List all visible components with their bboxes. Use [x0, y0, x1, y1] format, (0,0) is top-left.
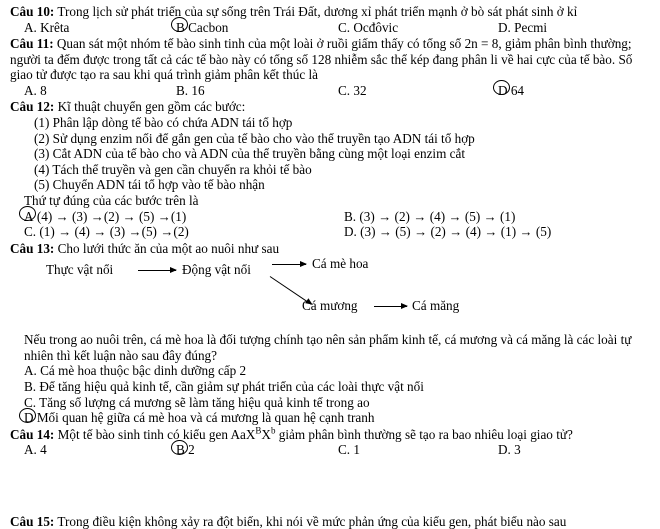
- option-text: 2: [188, 442, 195, 458]
- question-14-stem-pre: Một tế bào sinh tinh có kiểu gen AaX: [57, 426, 256, 442]
- question-11-option-b[interactable]: [170, 83, 330, 99]
- question-12-prompt: Thứ tự đúng của các bước trên là: [24, 192, 199, 208]
- option-letter: A.: [24, 82, 37, 98]
- option-text: (3) → (2) → (4) → (5) → (1): [359, 208, 516, 224]
- option-text: 64: [510, 82, 525, 98]
- food-web-node-ca-me-hoa: Cá mè hoa: [312, 256, 369, 272]
- question-12-step-3: (3) Cắt ADN của tế bào cho và ADN của thể truyền bằng cùng một loại enzim cắt: [34, 146, 466, 162]
- option-letter: B: [176, 442, 185, 458]
- option-text: (3) → (5) → (2) → (4) → (1) → (5): [360, 224, 552, 240]
- question-14-sup-b: b: [270, 425, 276, 436]
- option-text: 32: [353, 82, 367, 98]
- question-14-sup-B: B: [255, 425, 262, 436]
- question-13-stem: Cho lưới thức ăn của một ao nuôi như sau: [57, 240, 280, 256]
- option-letter: A.: [24, 442, 37, 458]
- question-11-option-c[interactable]: [330, 83, 490, 99]
- question-13-label: Câu 13:: [10, 240, 55, 256]
- option-text: Krêta: [40, 19, 70, 35]
- arrow-camuong-to-camang: [374, 306, 407, 307]
- question-13-stem-line: [10, 241, 650, 257]
- option-letter: A: [24, 208, 34, 224]
- question-13-option-d[interactable]: [10, 410, 650, 426]
- question-14-stem-line: [10, 427, 650, 443]
- option-letter: C.: [338, 19, 351, 35]
- arrow-thucvat-to-dongvat: [138, 270, 176, 271]
- option-letter: D: [498, 82, 508, 98]
- question-12-step-2: (2) Sử dụng enzim nối để gắn gen của tế bào cho vào thể truyền tạo ADN tái tổ hợp: [34, 130, 475, 146]
- option-text: Để tăng hiệu quả kinh tế, cần giảm sự phát triển của các loài thực vật nổi: [39, 378, 424, 394]
- selected-answer-circle: [176, 442, 185, 458]
- question-10-option-d[interactable]: [490, 20, 650, 36]
- question-11-option-a[interactable]: [10, 83, 170, 99]
- question-11-stem: Quan sát một nhóm tế bào sinh tinh của một loài ở ruồi giấm thấy có tổng số 2n = 8, giảm phân bình thường; người ta đếm được trong tất cả các tế bào này có tổng số 128 nhiễm sắc thể kép đang phân li về hai cực của tế bào. Số giao tử được tạo ra sau khi quá trình giảm phân kết thúc là: [10, 36, 633, 83]
- question-block-12: [10, 99, 650, 239]
- option-text: Mối quan hệ giữa cá mè hoa và cá mương là quan hệ cạnh tranh: [36, 410, 375, 426]
- option-letter: D.: [344, 224, 357, 240]
- option-text: Ocđôvic: [353, 19, 399, 35]
- question-10-label: Câu 10:: [10, 4, 55, 19]
- food-web-node-ca-muong: Cá mương: [302, 298, 358, 314]
- selected-answer-circle: [498, 83, 508, 99]
- question-11-option-d[interactable]: [490, 83, 650, 99]
- food-web-node-ca-mang: Cá măng: [412, 298, 460, 314]
- option-letter: A.: [24, 19, 37, 35]
- question-12-option-b[interactable]: [330, 209, 650, 225]
- option-text: 4: [40, 442, 47, 458]
- option-letter: D.: [498, 442, 511, 458]
- question-11-stem-line: [10, 36, 650, 83]
- option-letter: B.: [24, 378, 37, 394]
- question-15-stem: Trong điều kiện không xảy ra đột biến, khi nói về mức phản ứng của kiểu gen, phát biểu nào sau: [57, 514, 567, 529]
- question-14-stem-mid: X: [261, 426, 271, 442]
- option-letter: C.: [338, 82, 351, 98]
- question-10-option-c[interactable]: [330, 20, 490, 36]
- option-text: Cacbon: [188, 19, 229, 35]
- food-web-node-thuc-vat-noi: Thực vật nổi: [46, 262, 114, 278]
- question-12-option-a[interactable]: [10, 209, 330, 225]
- option-text: 1: [353, 442, 360, 458]
- question-14-options: [10, 442, 650, 458]
- question-12-option-c[interactable]: [10, 224, 330, 240]
- question-12-step-1: (1) Phân lập dòng tế bào có chứa ADN tái tổ hợp: [34, 115, 293, 131]
- option-letter: B.: [344, 208, 357, 224]
- option-letter: D.: [498, 19, 511, 35]
- question-12-stem: Kĩ thuật chuyển gen gồm các bước:: [57, 99, 246, 115]
- question-block-10: [10, 4, 650, 35]
- option-letter: D: [24, 410, 34, 426]
- question-13-option-a[interactable]: [10, 363, 650, 379]
- food-web-node-dong-vat-noi: Động vật nổi: [182, 262, 251, 278]
- question-13-prompt: Nếu trong ao nuôi trên, cá mè hoa là đối tượng chính tạo nên sản phẩm kinh tế, cá mương và cá măng là các loài tự nhiên thì kết luận nào sau đây đúng?: [24, 332, 632, 363]
- question-14-option-c[interactable]: [330, 442, 490, 458]
- question-14-stem-post: giảm phân bình thường sẽ tạo ra bao nhiêu loại giao tử?: [275, 426, 573, 442]
- question-14-option-b[interactable]: [170, 442, 330, 458]
- option-letter: C.: [24, 394, 37, 410]
- option-text: (4) → (3) →(2) → (5) →(1): [36, 208, 187, 224]
- question-block-13: [10, 241, 650, 426]
- food-web-diagram: [10, 258, 650, 332]
- option-letter: A.: [24, 363, 37, 379]
- question-12-options-row-2: [10, 224, 650, 240]
- question-11-label: Câu 11:: [10, 36, 54, 52]
- question-12-options-row-1: [10, 209, 650, 225]
- option-text: Tăng số lượng cá mương sẽ làm tăng hiệu quả kinh tế trong ao: [39, 394, 370, 410]
- selected-answer-circle: [176, 20, 185, 36]
- question-block-14: [10, 427, 650, 458]
- option-text: (1) → (4) → (3) →(5) →(2): [39, 224, 189, 240]
- question-12-label: Câu 12:: [10, 99, 55, 115]
- question-10-options: [10, 20, 650, 36]
- selected-answer-circle: [24, 410, 34, 426]
- option-text: 8: [40, 82, 47, 98]
- question-10-stem: Trong lịch sử phát triển của sự sống trên Trái Đất, dương xỉ phát triển mạnh ở bò sát phát sinh ở kỉ: [57, 4, 578, 19]
- option-text: 16: [191, 82, 205, 98]
- question-12-step-5: (5) Chuyển ADN tái tổ hợp vào tế bào nhận: [34, 177, 265, 193]
- option-text: Pecmi: [514, 19, 548, 35]
- question-10-option-a[interactable]: [10, 20, 170, 36]
- option-letter: B: [176, 19, 185, 35]
- option-text: Cá mè hoa thuộc bậc dinh dưỡng cấp 2: [40, 363, 247, 379]
- question-13-option-c[interactable]: [10, 395, 650, 411]
- question-12-option-d[interactable]: [330, 224, 650, 240]
- question-14-option-d[interactable]: [490, 442, 650, 458]
- question-15-label: Câu 15:: [10, 514, 55, 529]
- arrow-dongvat-to-camehoa: [272, 264, 306, 265]
- option-letter: B.: [176, 82, 189, 98]
- question-11-options: [10, 83, 650, 99]
- selected-answer-circle: [24, 209, 34, 225]
- question-12-stem-line: [10, 99, 650, 115]
- question-14-option-a[interactable]: [10, 442, 170, 458]
- option-letter: C.: [338, 442, 351, 458]
- question-13-option-b[interactable]: [10, 379, 650, 395]
- option-text: 3: [514, 442, 521, 458]
- option-letter: C.: [24, 224, 37, 240]
- question-10-stem-line: [10, 4, 650, 20]
- question-14-label: Câu 14:: [10, 426, 55, 442]
- question-12-step-4: (4) Tách thể truyền và gen cần chuyển ra khỏi tế bào: [34, 161, 312, 177]
- question-10-option-b[interactable]: [170, 20, 330, 36]
- question-block-11: [10, 36, 650, 98]
